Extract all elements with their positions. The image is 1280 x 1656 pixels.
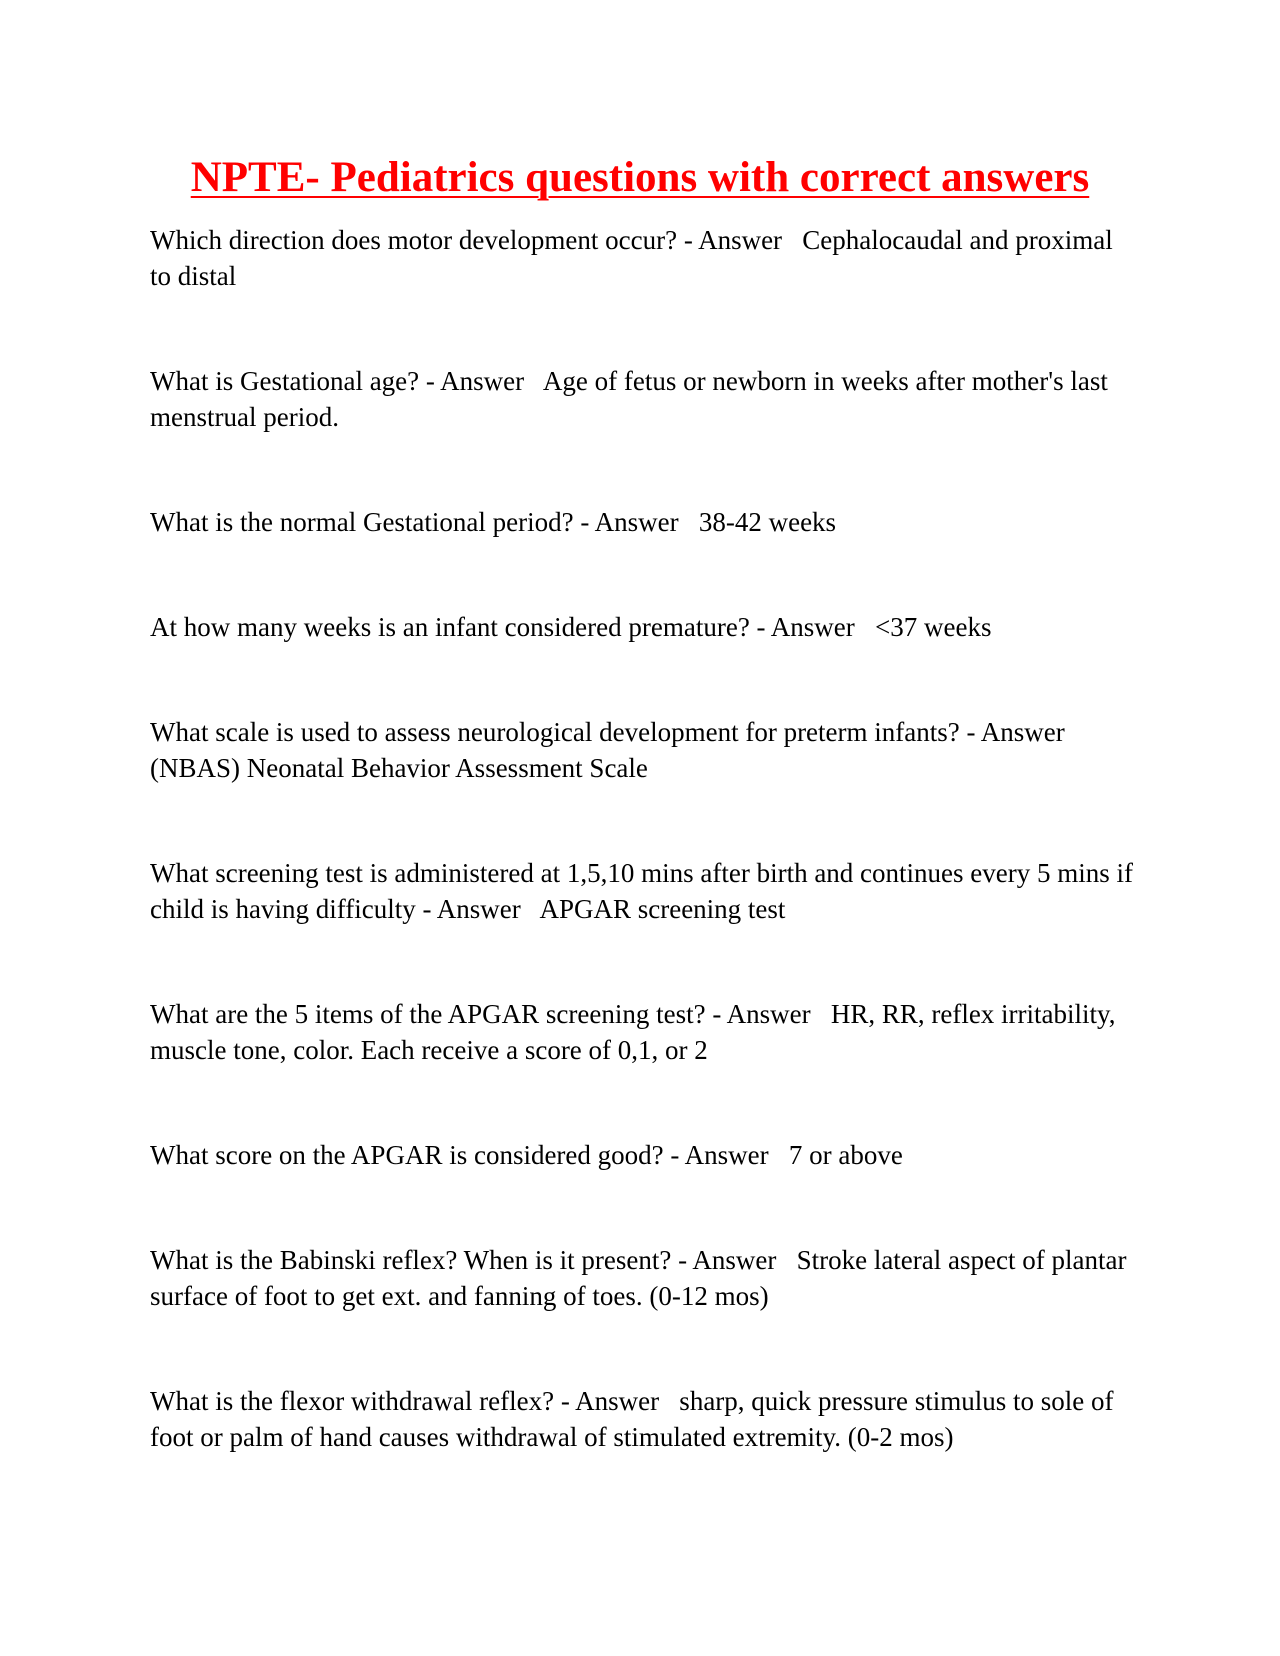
qa-item-1: Which direction does motor development occur? - Answer Cephalocaudal and proximal to distal — [150, 225, 1120, 291]
qa-item-4: At how many weeks is an infant considered premature? - Answer <37 weeks — [150, 612, 992, 642]
qa-item-5: What scale is used to assess neurological development for preterm infants? - Answer (NBAS) Neonatal Behavior Assessment Scale — [150, 717, 1085, 783]
qa-item-2: What is Gestational age? - Answer Age of fetus or newborn in weeks after mother's last menstrual period. — [150, 366, 1115, 432]
qa-item-9: What is the Babinski reflex? When is it present? - Answer Stroke lateral aspect of plantar surface of foot to get ext. and fanning of toes. (0-12 mos) — [150, 1245, 1134, 1311]
qa-item-8: What score on the APGAR is considered good? - Answer 7 or above — [150, 1140, 903, 1170]
qa-item-10: What is the flexor withdrawal reflex? - Answer sharp, quick pressure stimulus to sole of foot or palm of hand causes withdrawal of stimulated extremity. (0-2 mos) — [150, 1386, 1121, 1452]
qa-item-3: What is the normal Gestational period? - Answer 38-42 weeks — [150, 507, 837, 537]
qa-item-6: What screening test is administered at 1,5,10 mins after birth and continues every 5 mins if child is having difficulty - Answer APGAR screening test — [150, 858, 1140, 924]
qa-list — [150, 222, 1140, 1524]
qa-item-7: What are the 5 items of the APGAR screening test? - Answer HR, RR, reflex irritability, muscle tone, color. Each receive a score of 0,1, or 2 — [150, 999, 1123, 1065]
page-title: NPTE- Pediatrics questions with correct answers — [190, 154, 1090, 201]
